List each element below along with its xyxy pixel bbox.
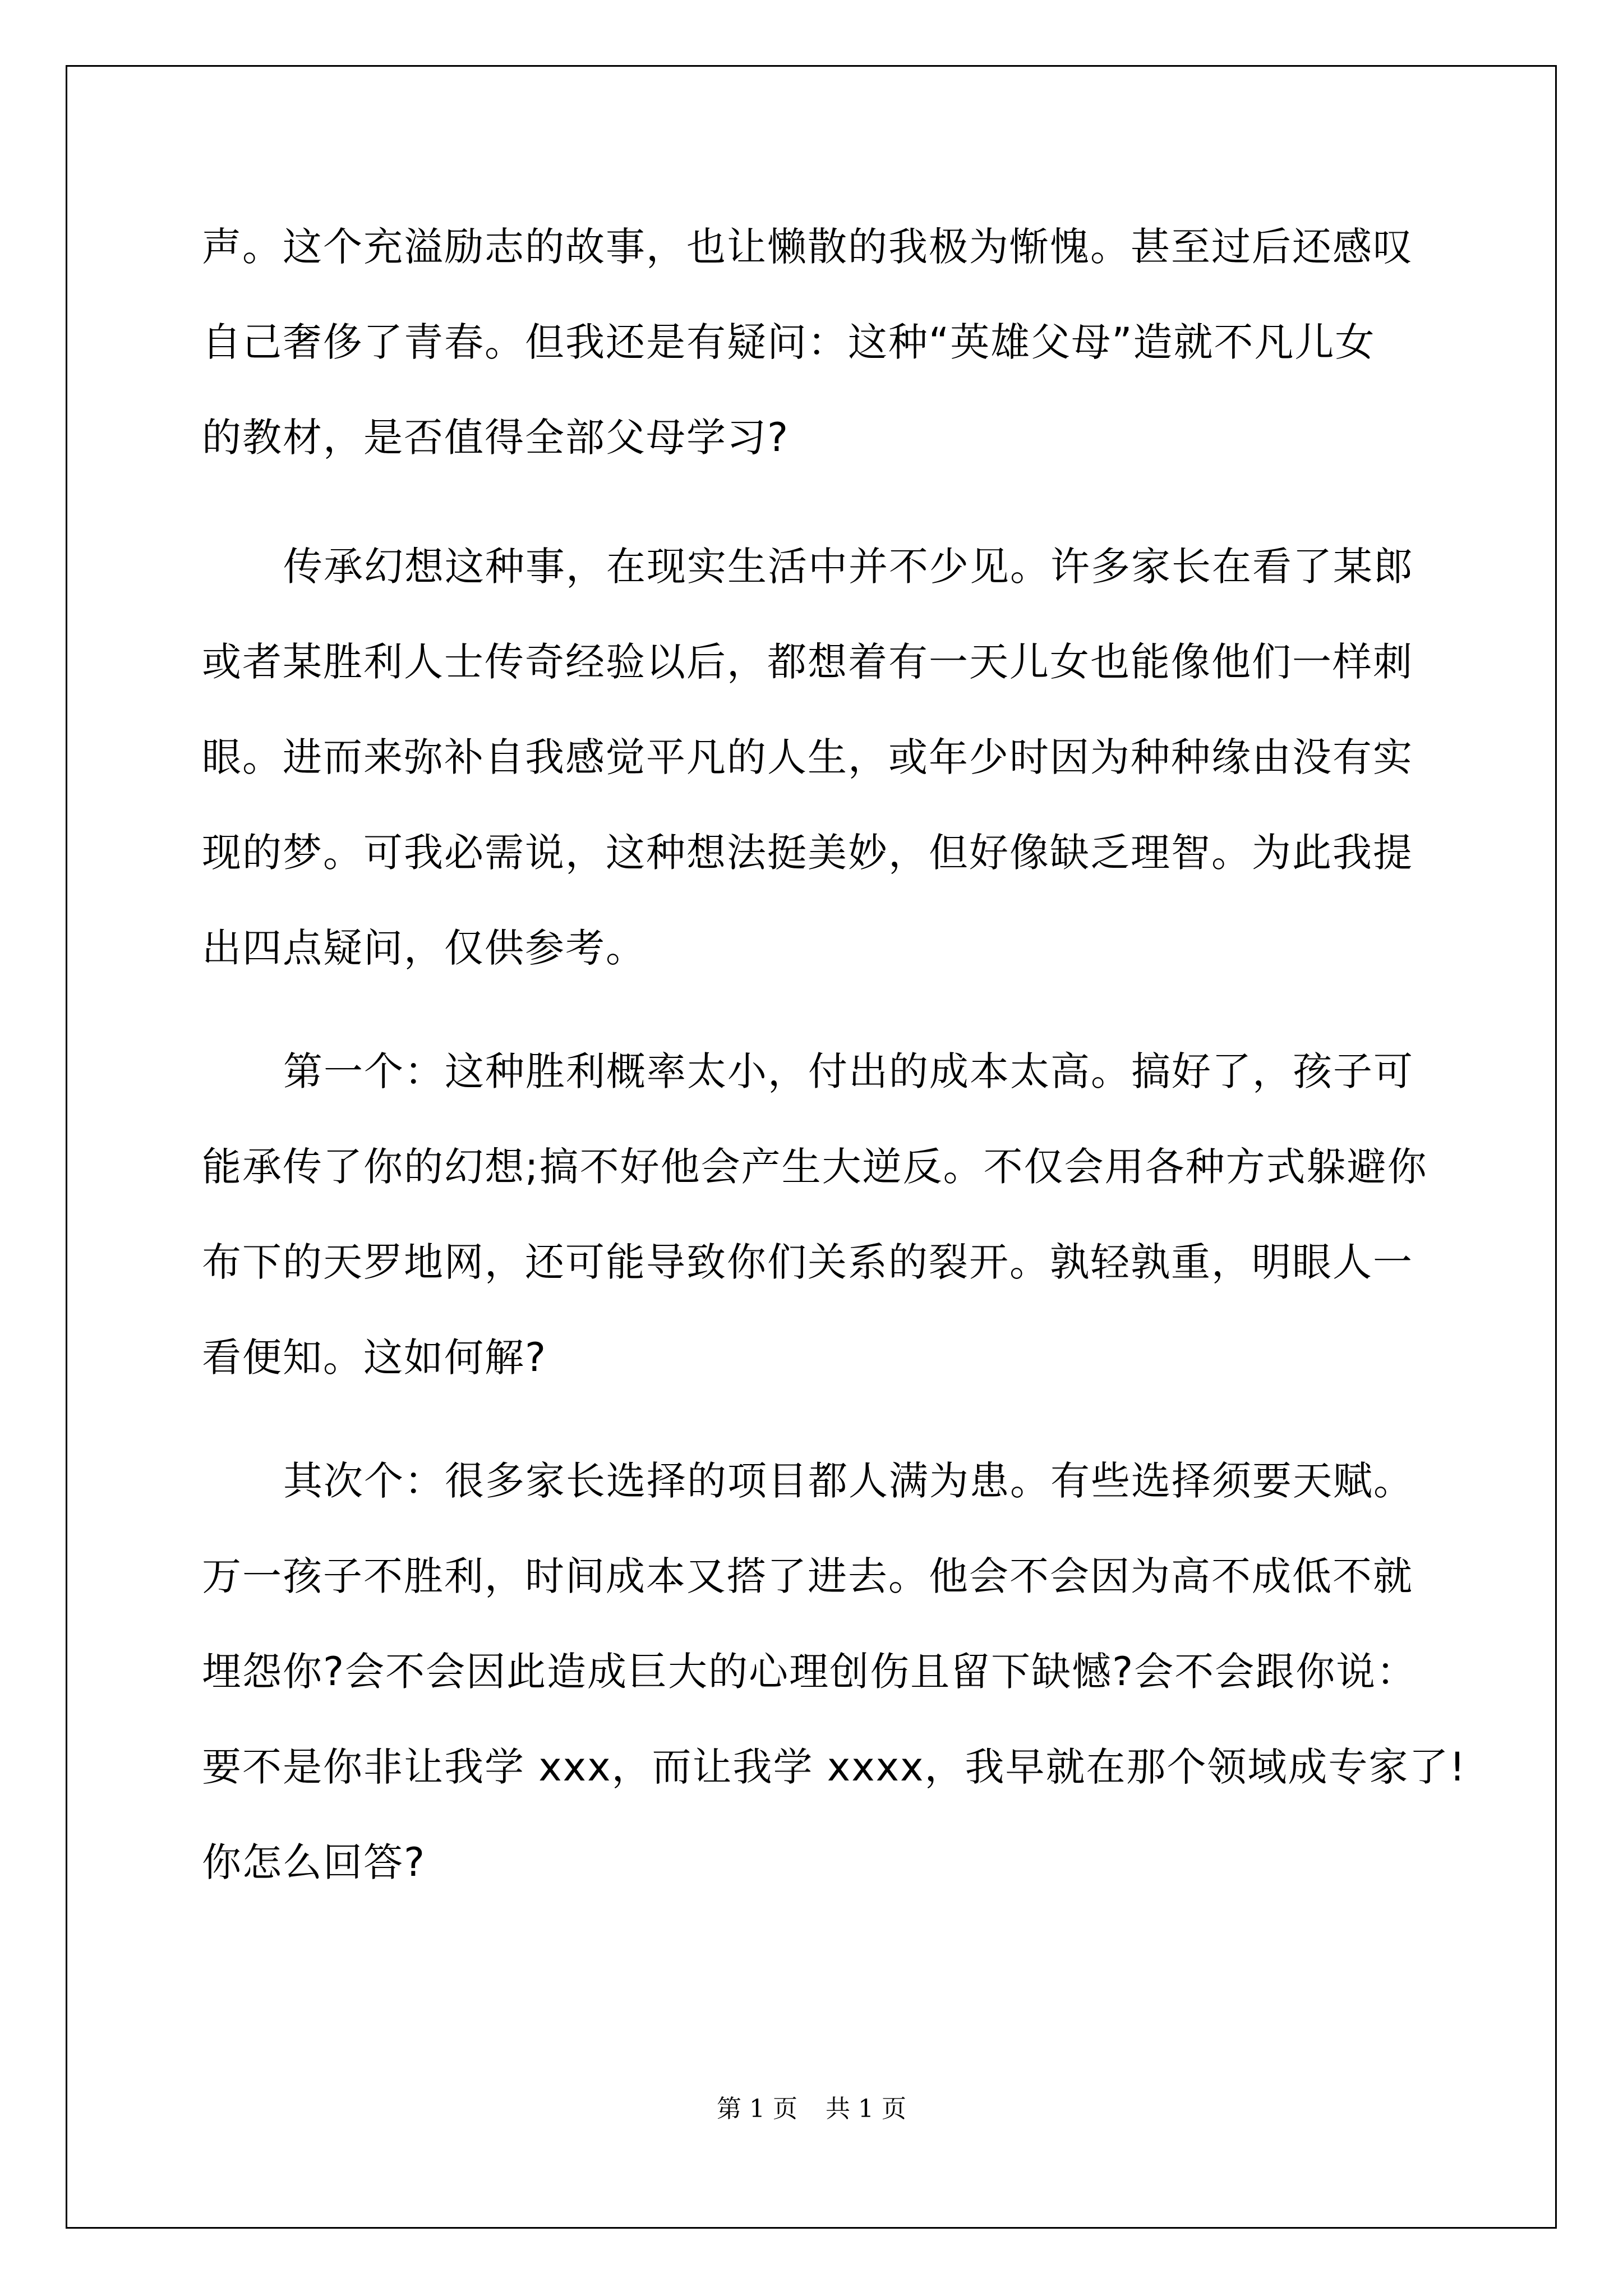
paragraph-first-line: 传承幻想这种事，在现实生活中并不少见。许多家长在看了某郎 <box>283 544 1414 590</box>
text-line: 万一孩子不胜利，时间成本又搭了进去。他会不会因为高不成低不就 <box>202 1553 1413 1599</box>
text-line: 出四点疑问，仅供参考。 <box>202 925 646 971</box>
text-line: 你怎么回答? <box>202 1839 426 1885</box>
text-line: 现的梦。可我必需说，这种想法挺美妙，但好像缺乏理智。为此我提 <box>202 830 1413 876</box>
page-footer <box>0 2092 1623 2126</box>
text-line: 看便知。这如何解? <box>202 1335 547 1381</box>
text-line: 自己奢侈了青春。但我还是有疑问：这种“英雄父母”造就不凡儿女 <box>202 319 1376 365</box>
paragraph-first-line: 其次个：很多家长选择的项目都人满为患。有些选择须要天赋。 <box>283 1458 1414 1504</box>
text-line: 声。这个充溢励志的故事，也让懒散的我极为惭愧。甚至过后还感叹 <box>202 224 1413 270</box>
paragraph-first-line: 第一个：这种胜利概率太小，付出的成本太高。搞好了，孩子可 <box>283 1048 1414 1094</box>
text-line: 埋怨你?会不会因此造成巨大的心理创伤且留下缺憾?会不会跟你说： <box>202 1649 1417 1695</box>
text-line: 能承传了你的幻想;搞不好他会产生大逆反。不仅会用各种方式躲避你 <box>202 1144 1428 1190</box>
text-line: 眼。进而来弥补自我感觉平凡的人生，或年少时因为种种缘由没有实 <box>202 734 1413 780</box>
text-line: 或者某胜利人士传奇经验以后，都想着有一天儿女也能像他们一样刺 <box>202 639 1413 685</box>
text-line: 的教材，是否值得全部父母学习? <box>202 415 790 461</box>
page-number: 第 1 页 <box>717 2095 797 2123</box>
text-line: 要不是你非让我学 xxx，而让我学 xxxx，我早就在那个领域成专家了! <box>202 1744 1467 1790</box>
page-total: 共 1 页 <box>826 2095 906 2123</box>
text-line: 布下的天罗地网，还可能导致你们关系的裂开。孰轻孰重，明眼人一 <box>202 1239 1413 1285</box>
